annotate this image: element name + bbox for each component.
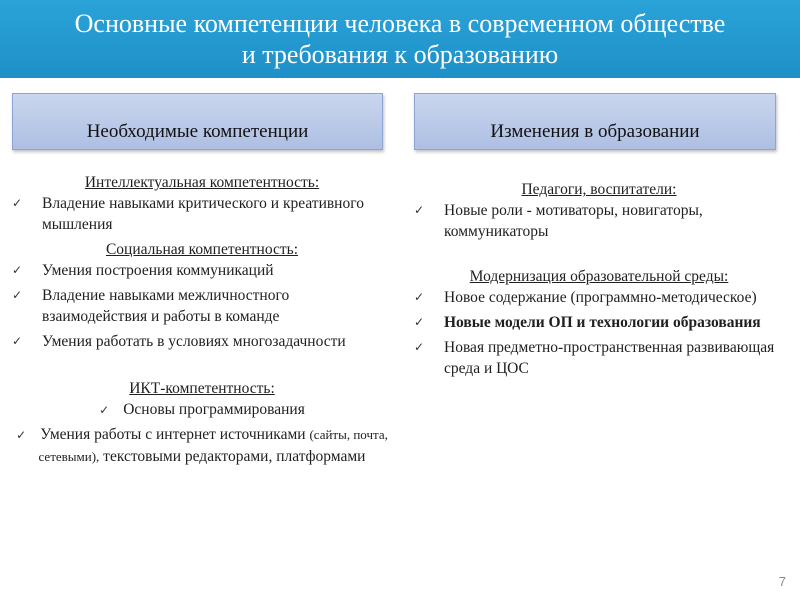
list-item-text-continued: текстовыми редакторами, платформами	[103, 448, 366, 465]
list-item	[12, 331, 392, 352]
slide-title	[0, 0, 800, 78]
check-arrow-icon: ✓	[16, 428, 27, 442]
list-item-text: Новое содержание (программно-методическое)	[444, 289, 757, 306]
list-item	[12, 260, 392, 281]
title-line-2: и требования к образованию	[241, 40, 559, 69]
page-number: 7	[778, 574, 786, 589]
list-item	[414, 337, 784, 379]
list-item-text: Новые модели ОП и технологии образования	[444, 314, 761, 331]
list-item-text: Умения работать в условиях многозадачности	[42, 333, 346, 350]
ict-heading: ИКТ-компетентность:	[129, 380, 275, 397]
list-item	[12, 399, 392, 421]
check-arrow-icon: ✓	[99, 403, 110, 417]
check-arrow-icon: ✓	[414, 203, 425, 217]
list-item	[414, 312, 784, 333]
check-arrow-icon: ✓	[414, 315, 425, 329]
modernization-heading: Модернизация образовательной среды:	[469, 268, 729, 285]
list-item	[12, 424, 392, 467]
list-item	[414, 287, 784, 308]
left-header-label: Необходимые компетенции	[86, 121, 309, 142]
right-column	[414, 179, 784, 383]
list-item-text: Владение навыками межличностного взаимодействия и работы в команде	[42, 287, 290, 325]
left-column-header	[12, 93, 383, 150]
check-arrow-icon: ✓	[414, 340, 425, 354]
list-item	[12, 285, 392, 327]
list-item	[414, 200, 784, 242]
right-column-header	[414, 93, 776, 150]
list-item-text: Умения построения коммуникаций	[42, 262, 274, 279]
check-arrow-icon: ✓	[12, 196, 23, 210]
intellectual-heading: Интеллектуальная компетентность:	[84, 174, 320, 191]
check-arrow-icon: ✓	[414, 290, 425, 304]
left-column	[12, 172, 392, 470]
check-arrow-icon: ✓	[12, 334, 23, 348]
right-header-label: Изменения в образовании	[490, 121, 700, 142]
list-item-text: Новые роли - мотиваторы, новигаторы, коммуникаторы	[444, 202, 703, 240]
check-arrow-icon: ✓	[12, 288, 23, 302]
check-arrow-icon: ✓	[12, 263, 23, 277]
list-item	[12, 193, 392, 235]
list-item-text: Владение навыками критического и креативного мышления	[42, 195, 364, 233]
social-heading: Социальная компетентность:	[105, 241, 299, 258]
title-line-1: Основные компетенции человека в современном обществе	[74, 9, 726, 38]
list-item-text: Новая предметно-пространственная развивающая среда и ЦОС	[444, 339, 775, 377]
list-item-note: (сайты, почта, сетевыми),	[38, 427, 388, 464]
list-item-text: Умения работы с интернет источниками	[40, 426, 306, 443]
teachers-heading: Педагоги, воспитатели:	[521, 181, 677, 198]
list-item-text: Основы программирования	[123, 401, 305, 418]
